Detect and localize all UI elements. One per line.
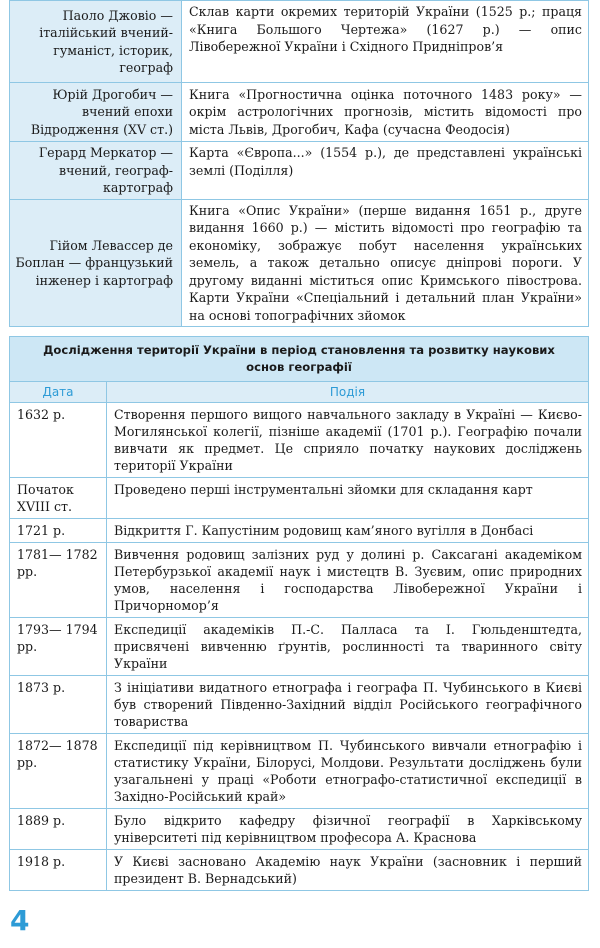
row-event: Відкриття Г. Капустіним родовищ кам’яного вугілля в Донбасі — [114, 523, 534, 538]
history-table-header — [10, 382, 588, 403]
history-table — [9, 336, 589, 891]
row-event: Вивчення родовищ залізних руд у долині р. Саксагані академіком Петербурзької академії наук і мистецтв В. Зуєвим, опис природних умов, населення і господарства Лівобережної України і Причорномор’я — [114, 547, 582, 613]
table-row — [10, 403, 588, 478]
scientist-name: Гійом Левассер де Боплан — французький інженер і картограф — [10, 199, 182, 327]
row-event: Експедиції академіків П.-С. Палласа та І. Гюльденштедта, присвячені вивченню ґрунтів, рослинності та тваринного світу України — [114, 622, 582, 671]
scientist-name: Юрій Дрогобич — вчений епохи Відродження (XV ст.) — [10, 83, 182, 142]
table-row — [10, 809, 588, 850]
scientist-description: Склав карти окремих територій України (1525 р.; праця «Книга Большого Чертежа» (1627 р.) — опис Лівобережної України і Східного Придніпров’я — [182, 1, 589, 83]
column-header-event: Подія — [329, 385, 366, 399]
row-event: Проведено перші інструментальні зйомки для складання карт — [114, 482, 533, 497]
scientist-description: Книга «Опис України» (перше видання 1651 р., друге видання 1660 р.) — містить відомості про географію та економіку, зображує побут населення українських земель, а також детально описує дніпрові пороги. У другому виданні міститься опис Кримського півострова. Карти України «Спеціальний і детальний план України» на основі топографічних зйомок — [182, 199, 589, 327]
table-row — [10, 850, 588, 890]
row-date: 1781— 1782 рр. — [10, 543, 107, 617]
scientist-name: Паоло Джовіо — італійський вчений-гуманіст, історик, географ — [10, 1, 182, 83]
page-number: 4 — [10, 904, 30, 937]
scientist-row — [10, 83, 589, 142]
table-row — [10, 543, 588, 618]
table-row — [10, 618, 588, 676]
row-date: 1793— 1794 рр. — [10, 618, 107, 675]
row-event: Експедиції під керівництвом П. Чубинського вивчали етнографію і статистику України, Білорусі, Молдови. Результати досліджень були узагальнені у праці «Роботи етнографо-статистичної експедиції в Західно-Російський край» — [114, 738, 582, 804]
row-date: Початок XVIII ст. — [10, 478, 107, 518]
scientist-row — [10, 142, 589, 200]
row-date: 1873 р. — [10, 676, 107, 733]
row-event: З ініціативи видатного етнографа і географа П. Чубинського в Києві був створений Південно-Західний відділ Російського географічного товариства — [114, 680, 582, 729]
row-event: У Києві засновано Академію наук України (засновник і перший президент В. Вернадський) — [114, 854, 582, 886]
table-row — [10, 734, 588, 809]
table-row — [10, 478, 588, 519]
row-event: Створення першого вищого навчального закладу в Україні — Києво-Могилянської колегії, пізніше академії (1701 р.). Географію почали вивчати як предмет. Це сприяло початку наукових досліджень території України — [114, 407, 582, 473]
scientist-description: Карта «Європа...» (1554 р.), де представлені українські землі (Поділля) — [182, 142, 589, 200]
scientists-table — [9, 0, 589, 327]
table-row — [10, 676, 588, 734]
row-date: 1889 р. — [10, 809, 107, 849]
history-table-title: Дослідження території України в період становлення та розвитку наукових основ географії — [10, 337, 588, 382]
row-date: 1872— 1878 рр. — [10, 734, 107, 808]
scientist-row — [10, 199, 589, 327]
table-row — [10, 519, 588, 543]
row-date: 1918 р. — [10, 850, 107, 890]
scientist-name: Герард Меркатор — вчений, географ-картограф — [10, 142, 182, 200]
row-event: Було відкрито кафедру фізичної географії в Харківському університеті під керівництвом професора А. Краснова — [114, 813, 582, 845]
row-date: 1632 р. — [10, 403, 107, 477]
column-header-date: Дата — [10, 382, 107, 402]
scientist-description: Книга «Прогностична оцінка поточного 1483 року» — окрім астрологічних прогнозів, містить відомості про міста Львів, Дрогобич, Кафа (сучасна Феодосія) — [182, 83, 589, 142]
scientist-row — [10, 1, 589, 83]
row-date: 1721 р. — [10, 519, 107, 542]
